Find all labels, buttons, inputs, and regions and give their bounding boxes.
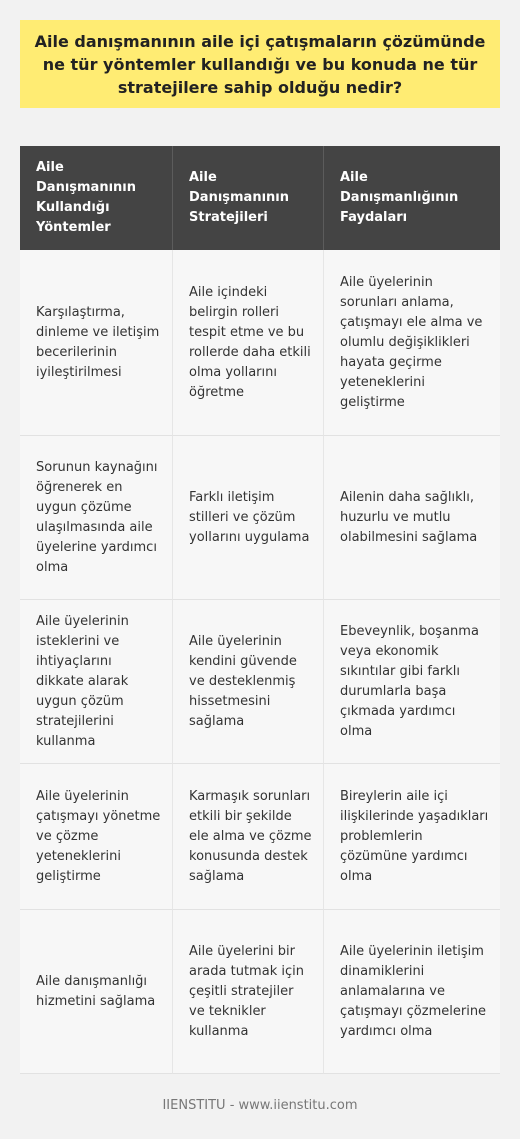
page-title: Aile danışmanının aile içi çatışmaların çözümünde ne tür yöntemler kullandığı ve bu konuda ne tür stratejilere sahip olduğu nedir? bbox=[34, 31, 486, 97]
table-cell: Sorunun kaynağını öğrenerek en uygun çözüme ulaşılmasında aile üyelerine yardımcı olma bbox=[20, 436, 173, 600]
table-cell: Aile üyelerinin çatışmayı yönetme ve çözme yeteneklerini geliştirme bbox=[20, 764, 173, 910]
column-header-strategies: Aile Danışmanının Stratejileri bbox=[173, 146, 324, 250]
table-header-row bbox=[20, 146, 500, 250]
table-row bbox=[20, 250, 500, 436]
table-row bbox=[20, 436, 500, 600]
table-cell: Ailenin daha sağlıklı, huzurlu ve mutlu olabilmesini sağlama bbox=[324, 436, 500, 600]
table-row bbox=[20, 600, 500, 764]
comparison-table bbox=[20, 146, 500, 1074]
table-cell: Aile içindeki belirgin rolleri tespit etme ve bu rollerde daha etkili olma yollarını öğretme bbox=[173, 250, 324, 436]
table-cell: Ebeveynlik, boşanma veya ekonomik sıkıntılar gibi farklı durumlarla başa çıkmada yardımcı olma bbox=[324, 600, 500, 764]
table-cell: Aile üyelerinin kendini güvende ve desteklenmiş hissetmesini sağlama bbox=[173, 600, 324, 764]
table-row bbox=[20, 764, 500, 910]
table-cell: Aile üyelerini bir arada tutmak için çeşitli stratejiler ve teknikler kullanma bbox=[173, 910, 324, 1074]
column-header-methods: Aile Danışmanının Kullandığı Yöntemler bbox=[20, 146, 173, 250]
table-cell: Karmaşık sorunları etkili bir şekilde ele alma ve çözme konusunda destek sağlama bbox=[173, 764, 324, 910]
table-cell: Farklı iletişim stilleri ve çözüm yollarını uygulama bbox=[173, 436, 324, 600]
table-cell: Aile üyelerinin iletişim dinamiklerini anlamalarına ve çatışmayı çözmelerine yardımcı olma bbox=[324, 910, 500, 1074]
footer-credit: IIENSTITU - www.iienstitu.com bbox=[162, 1098, 358, 1113]
table-cell: Bireylerin aile içi ilişkilerinde yaşadıkları problemlerin çözümüne yardımcı olma bbox=[324, 764, 500, 910]
table-cell: Aile danışmanlığı hizmetini sağlama bbox=[20, 910, 173, 1074]
table-cell: Aile üyelerinin isteklerini ve ihtiyaçlarını dikkate alarak uygun çözüm stratejilerini kullanma bbox=[20, 600, 173, 764]
table-cell: Aile üyelerinin sorunları anlama, çatışmayı ele alma ve olumlu değişiklikleri hayata geçirme yeteneklerini geliştirme bbox=[324, 250, 500, 436]
table-row bbox=[20, 910, 500, 1074]
title-banner bbox=[20, 20, 500, 108]
table-cell: Karşılaştırma, dinleme ve iletişim becerilerinin iyileştirilmesi bbox=[20, 250, 173, 436]
column-header-benefits: Aile Danışmanlığının Faydaları bbox=[324, 146, 500, 250]
